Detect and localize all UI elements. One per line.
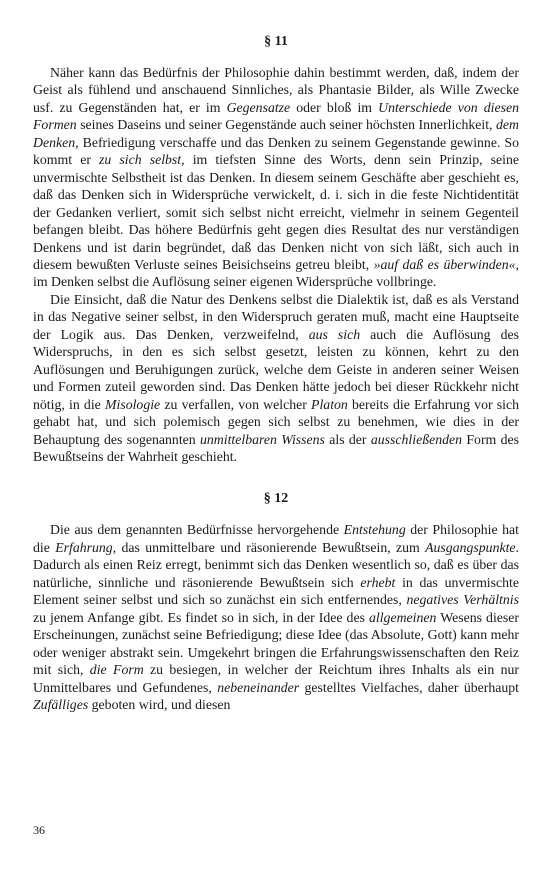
emphasis-text: Misologie [105,396,161,412]
emphasis-text: nebeneinander [217,679,300,695]
page-number: 36 [33,823,45,837]
emphasis-text: dem Denken [33,117,519,150]
emphasis-text: Gegensatze [226,99,291,115]
emphasis-text: die Form [89,662,144,678]
page-content [33,32,519,713]
emphasis-text: Ausgangspunkte [425,539,516,555]
emphasis-text: Unterschiede von diesen Formen [33,99,519,133]
section-11-paragraph-2: Die Einsicht, daß die Natur des Denkens selbst die Dialektik ist, daß es als Verstand in das Negative seiner selbst, in den Widerspruch geraten muß, macht eine Hauptseite der Logik aus. Das Denken, verzweifelnd, aus sich auch die Auflösung des Widerspruchs, in den es sich selbst gesetzt, leisten zu können, kehrt zu den Auflösungen und Beruhigungen zurück, welche dem Geiste in anderen seiner Weisen und Formen zuteil geworden sind. Das Denken hätte jedoch bei dieser Rückkehr nicht nötig, in die Misologie zu verfallen, von welcher Platon bereits die Erfahrung vor sich gehabt hat, und sich polemisch gegen sich selbst zu benehmen, wie dies in der Behauptung des sogenannten unmittelbaren Wissens als der ausschließenden Form des Bewußtseins der Wahrheit geschieht. [33,291,519,464]
emphasis-text: unmittelbaren Wissens [200,431,325,447]
emphasis-text: ausschließenden [370,431,463,447]
emphasis-text: Platon [311,396,348,412]
emphasis-text: allgemeinen [368,609,437,625]
section-11-paragraph-1: Näher kann das Bedürfnis der Philosophie dahin bestimmt werden, daß, indem der Geist als fühlend und anschauend Sinnliches, als Phantasie Bilder, als Wille Zwecke usf. zu Gegenständen hat, er im Gegensatze oder bloß im Unterschiede von diesen Formen seines Daseins und seiner Gegenstände auch seiner höchsten Innerlichkeit, dem Denken, Befriedigung verschaffe und das Denken zu seinem Gegenstande gewinne. So kommt er zu sich selbst, im tiefsten Sinne des Worts, denn sein Prinzip, seine unvermischte Selbstheit ist das Denken. In diesem seinem Geschäfte aber geschieht es, daß das Denken sich in Widersprüche verwickelt, d. i. sich in die feste Nichtidentität der Gedanken verliert, somit sich selbst nicht erreicht, vielmehr in seinem Gegenteil befangen bleibt. Das höhere Bedürfnis geht gegen dies Resultat des nur verständigen Denkens und ist darin begründet, daß das Denken nicht von sich läßt, sich auch in diesem bewußten Verluste seines Beisichseins getreu bleibt, »auf daß es überwinden«, im Denken selbst die Auflösung seiner eigenen Widersprüche vollbringe. [33,65,519,290]
emphasis-text: Erfahrung [55,539,113,555]
emphasis-text: aus sich [308,326,361,342]
emphasis-text: Entstehung [343,522,406,538]
section-12-paragraph-1: Die aus dem genannten Bedürfnisse hervorgehende Entstehung der Philosophie hat die Erfahrung, das unmittelbare und räsonierende Bewußtsein, zum Ausgangspunkte. Dadurch als einen Reiz erregt, benimmt sich das Denken wesentlich so, daß es über das natürliche, sinnliche und räsonierende Bewußtsein sich erhebt in das unvermischte Element seiner selbst und sich so zunächst ein sich entfernendes, negatives Verhältnis zu jenem Anfange gibt. Es findet so in sich, in der Idee des allgemeinen Wesens dieser Erscheinungen, zunächst seine Befriedigung; diese Idee (das Absolute, Gott) kann mehr oder weniger abstrakt sein. Umgekehrt bringen die Erfahrungswissenschaften den Reiz mit sich, die Form zu besiegen, in welcher der Reichtum ihres Inhalts als ein nur Unmittelbares und Gefundenes, nebeneinander gestelltes Vielfaches, daher überhaupt Zufälliges geboten wird, und diesen [33,522,519,712]
emphasis-text: erhebt [360,574,396,590]
emphasis-text: negatives Verhältnis [406,592,519,608]
section-12-heading: § 12 [263,491,289,507]
emphasis-text: Zufälliges [33,696,89,712]
emphasis-text: »auf daß es überwinden« [373,256,516,272]
emphasis-text: zu sich selbst [99,152,182,168]
section-11-heading: § 11 [264,34,288,49]
